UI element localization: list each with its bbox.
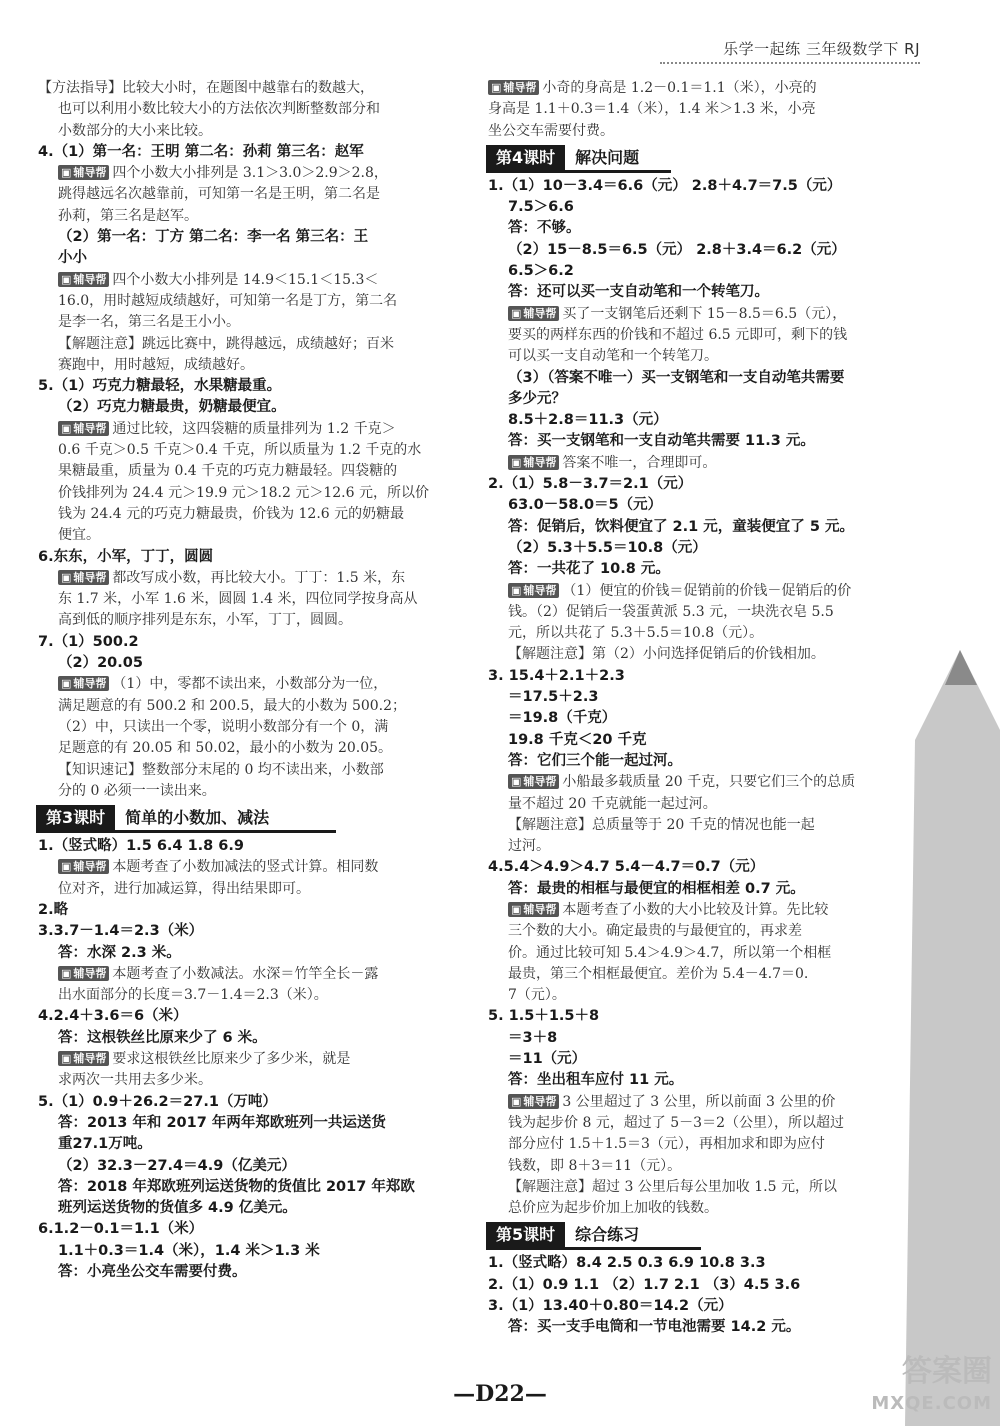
text-line: 分的 0 必须一一读出来。 (58, 782, 216, 799)
answer-line: 答：不够。 (508, 220, 581, 237)
answer-line: 1.（竖式略）1.5 6.4 1.8 6.9 (38, 838, 244, 855)
text-line: 是李一名，第三名是王小小。 (58, 314, 240, 331)
answer-line: （2）15－8.5＝6.5（元） 2.8＋3.4＝6.2（元） (508, 241, 846, 258)
answer-line: 5. 1.5＋1.5＋8 (488, 1008, 600, 1025)
help-badge: ▣ 辅导帮 (58, 421, 109, 436)
answer-line: （2）20.05 (58, 655, 143, 672)
answer-line: ＝17.5＋2.3 (508, 689, 599, 706)
answer-line: （2）5.3＋5.5＝10.8（元） (508, 539, 707, 556)
text-line: 赛跑中，用时越短，成绩越好。 (58, 356, 254, 373)
answer-line: 答：这根铁丝比原来少了 6 米。 (58, 1029, 267, 1046)
text-line: 元，所以共花了 5.3＋5.5＝10.8（元）。 (508, 625, 764, 642)
answer-line: 1.1＋0.3＝1.4（米），1.4 米＞1.3 米 (58, 1242, 320, 1259)
help-badge: ▣ 辅导帮 (488, 80, 539, 95)
answer-line: 重27.1万吨。 (58, 1136, 152, 1153)
text-line: 钱。（2）促销后一袋蛋黄派 5.3 元，一块洗衣皂 5.5 (508, 603, 834, 620)
answer-line: 3. 15.4＋2.1＋2.3 (488, 667, 625, 684)
answer-line: 3.3.7－1.4＝2.3（米） (38, 923, 204, 940)
text-line: 四个小数大小排列是 3.1＞3.0＞2.9＞2.8， (112, 165, 388, 182)
answer-line: 4.（1）第一名：王明 第二名：孙莉 第三名：赵军 (38, 143, 364, 160)
answer-line: 5.（1）巧克力糖最轻，水果糖最重。 (38, 378, 282, 395)
answer-line: 7.5＞6.6 (508, 199, 574, 216)
answer-line: （2）第一名：丁方 第二名：李一名 第三名：王 (58, 229, 369, 246)
answer-line: ＝3＋8 (508, 1029, 558, 1046)
page-number: —D22— (453, 1381, 547, 1407)
answer-line: 答：小亮坐公交车需要付费。 (58, 1264, 247, 1281)
text-line: 【方法指导】比较大小时，在题图中越靠右的数越大， (38, 80, 374, 96)
answer-line: 6.1.2－0.1＝1.1（米） (38, 1221, 204, 1238)
lesson-tag: 第3课时 (36, 805, 115, 830)
text-line: 【解题注意】超过 3 公里后每公里加收 1.5 元，所以 (508, 1178, 837, 1195)
answer-line: 6.东东，小军，丁丁，圆圆 (38, 548, 214, 565)
text-line: 都改写成小数，再比较大小。丁丁：1.5 米，东 (112, 569, 406, 586)
text-line: （2）中，只读出一个零，说明小数部分有一个 0，满 (58, 718, 389, 735)
text-line: 价钱排列为 24.4 元＞19.9 元＞18.2 元＞12.6 元，所以价 (58, 484, 429, 501)
text-line: 身高是 1.1＋0.3＝1.4（米），1.4 米＞1.3 米，小亮 (488, 101, 816, 118)
lesson-heading-5 (486, 1222, 701, 1250)
text-line: 高到低的顺序排列是东东，小军，丁丁，圆圆。 (58, 612, 352, 629)
answer-line: 答：2018 年郑欧班列运送货物的货值比 2017 年郑欧 (58, 1178, 415, 1195)
text-line: 位对齐，进行加减运算，得出结果即可。 (58, 880, 310, 897)
help-badge: ▣ 辅导帮 (508, 774, 559, 789)
help-badge: ▣ 辅导帮 (508, 455, 559, 470)
answer-line: 4.2.4＋3.6＝6（米） (38, 1008, 188, 1025)
text-line: 部分应付 1.5＋1.5＝3（元），再相加求和即为应付 (508, 1136, 825, 1153)
answer-line: 答：2013 年和 2017 年两年郑欧班列一共运送货 (58, 1114, 386, 1131)
lesson-heading-3 (36, 805, 336, 833)
watermark-sub: MXQE.COM (871, 1393, 992, 1414)
right-column (488, 78, 918, 1339)
page-header: 乐学一起练 三年级数学下 RJ (723, 40, 920, 58)
text-line: （1）便宜的价钱＝促销前的价钱－促销后的价 (562, 582, 852, 599)
text-line: 三个数的大小。确定最贵的与最便宜的，再求差 (508, 923, 802, 940)
text-line: （1）中，零都不读出来，小数部分为一位， (112, 676, 388, 693)
text-line: 0.6 千克＞0.5 千克＞0.4 千克，所以质量为 1.2 千克的水 (58, 442, 422, 459)
text-line: 答案不唯一，合理即可。 (562, 454, 717, 471)
text-line: 钱为起步价 8 元，超过了 5－3＝2（公里），所以超过 (508, 1114, 844, 1131)
text-line: 要买的两样东西的价钱和不超过 6.5 元即可，剩下的钱 (508, 326, 848, 343)
text-line: 四个小数大小排列是 14.9＜15.1＜15.3＜ (112, 271, 379, 288)
text-line: 孙莉，第三名是赵军。 (58, 207, 198, 224)
text-line: 量不超过 20 千克就能一起过河。 (508, 795, 717, 812)
text-line: 16.0，用时越短成绩越好，可知第一名是丁方，第二名 (58, 292, 398, 309)
answer-line: 1.（竖式略）8.4 2.5 0.3 6.9 10.8 3.3 (488, 1255, 766, 1272)
answer-line: 2.（1）0.9 1.1 （2）1.7 2.1 （3）4.5 3.6 (488, 1276, 801, 1293)
pencil-illustration (905, 650, 1000, 1426)
answer-line: 答：水深 2.3 米。 (58, 944, 181, 961)
lesson-title: 综合练习 (575, 1225, 640, 1245)
answer-line: 7.（1）500.2 (38, 633, 139, 650)
text-line: 要求这根铁丝比原来少了多少米，就是 (112, 1051, 351, 1068)
answer-line: 19.8 千克＜20 千克 (508, 731, 647, 748)
left-column (38, 78, 468, 1283)
text-line: 东 1.7 米，小军 1.6 米，圆圆 1.4 米，四位同学按身高从 (58, 591, 418, 608)
text-line: 通过比较，这四袋糖的质量排列为 1.2 千克＞ (112, 420, 396, 437)
text-line: 求两次一共用去多少米。 (58, 1072, 212, 1089)
answer-line: 答：一共花了 10.8 元。 (508, 561, 670, 578)
answer-line: 5.（1）0.9＋26.2＝27.1（万吨） (38, 1093, 277, 1110)
lesson-title: 解决问题 (575, 147, 640, 167)
help-badge: ▣ 辅导帮 (58, 859, 109, 874)
text-line: 小数部分的大小来比较。 (58, 122, 212, 139)
text-line: 【解题注意】跳远比赛中，跳得越远，成绩越好；百米 (58, 335, 394, 352)
answer-line: 答：促销后，饮料便宜了 2.1 元，童装便宜了 5 元。 (508, 518, 854, 535)
help-badge: ▣ 辅导帮 (58, 165, 109, 180)
text-line: 7（元）。 (508, 987, 566, 1004)
answer-line: （2）32.3－27.4＝4.9（亿美元） (58, 1157, 296, 1174)
help-badge: ▣ 辅导帮 (58, 272, 109, 287)
text-line: 【解题注意】第（2）小问选择促销后的价钱相加。 (508, 646, 825, 663)
answer-line: ＝19.8（千克） (508, 710, 617, 727)
text-line: 出水面部分的长度＝3.7－1.4＝2.3（米）。 (58, 987, 328, 1004)
answer-line: 2.（1）5.8－3.7＝2.1（元） (488, 476, 693, 493)
help-badge: ▣ 辅导帮 (58, 1051, 109, 1066)
text-line: 小奇的身高是 1.2－0.1＝1.1（米），小亮的 (542, 80, 817, 96)
text-line: 本题考查了小数加减法的竖式计算。相同数 (112, 859, 379, 876)
text-line: 本题考查了小数减法。水深＝竹竿全长－露 (112, 965, 379, 982)
lesson-heading-4 (486, 145, 671, 173)
help-badge: ▣ 辅导帮 (58, 676, 109, 691)
answer-line: 63.0－58.0＝5（元） (508, 497, 663, 514)
lesson-tag: 第5课时 (486, 1222, 565, 1247)
watermark-logo (871, 1356, 992, 1420)
text-line: 小船最多载质量 20 千克，只要它们三个的总质 (562, 774, 856, 791)
lesson-title: 简单的小数加、减法 (125, 808, 270, 828)
text-line: 3 公里超过了 3 公里，所以前面 3 公里的价 (562, 1093, 836, 1110)
answer-line: 答：买一支钢笔和一支自动笔共需要 11.3 元。 (508, 433, 815, 450)
help-badge: ▣ 辅导帮 (58, 570, 109, 585)
answer-line: 答：还可以买一支自动笔和一个转笔刀。 (508, 284, 769, 301)
answer-line: 3.（1）13.40＋0.80＝14.2（元） (488, 1298, 733, 1315)
lesson-tag: 第4课时 (486, 145, 565, 170)
text-line: 本题考查了小数的大小比较及计算。先比较 (562, 901, 829, 918)
header-divider (660, 62, 920, 64)
text-line: 坐公交车需要付费。 (488, 122, 614, 139)
answer-line: 答：买一支手电筒和一节电池需要 14.2 元。 (508, 1319, 801, 1336)
answer-line: 小小 (58, 250, 87, 267)
answer-line: 班列运送货物的货值多 4.9 亿美元。 (58, 1200, 297, 1217)
answer-line: 6.5＞6.2 (508, 263, 574, 280)
help-badge: ▣ 辅导帮 (58, 966, 109, 981)
text-line: 也可以利用小数比较大小的方法依次判断整数部分和 (58, 101, 380, 118)
help-badge: ▣ 辅导帮 (508, 583, 559, 598)
answer-line: 2.略 (38, 901, 69, 918)
text-line: 【知识速记】整数部分末尾的 0 均不读出来，小数部 (58, 761, 384, 778)
text-line: 跳得越远名次越靠前，可知第一名是王明，第二名是 (58, 186, 380, 203)
answer-line: （2）巧克力糖最贵，奶糖最便宜。 (58, 399, 286, 416)
text-line: 买了一支钢笔后还剩下 15－8.5＝6.5（元）， (562, 305, 847, 322)
help-badge: ▣ 辅导帮 (508, 306, 559, 321)
answer-line: 答：坐出租车应付 11 元。 (508, 1072, 684, 1089)
answer-line: 答：最贵的相框与最便宜的相框相差 0.7 元。 (508, 880, 805, 897)
answer-line: 多少元？ (508, 390, 566, 407)
help-badge: ▣ 辅导帮 (508, 902, 559, 917)
answer-line: ＝11（元） (508, 1051, 587, 1068)
text-line: 过河。 (508, 838, 550, 855)
watermark-main: 答案圈 (902, 1354, 992, 1389)
text-line: 价。通过比较可知 5.4＞4.9＞4.7，所以第一个相框 (508, 944, 832, 961)
answer-line: （3）（答案不唯一）买一支钢笔和一支自动笔共需要 (508, 369, 845, 386)
text-line: 便宜。 (58, 527, 100, 544)
text-line: 果糖最重，质量为 0.4 千克的巧克力糖最轻。四袋糖的 (58, 463, 398, 480)
answer-line: 答：它们三个能一起过河。 (508, 752, 682, 769)
text-line: 满足题意的有 500.2 和 200.5，最大的小数为 500.2； (58, 697, 407, 714)
text-line: 钱数，即 8＋3＝11（元）。 (508, 1157, 682, 1174)
text-line: 足题意的有 20.05 和 50.02，最小的小数为 20.05。 (58, 740, 393, 757)
answer-line: 8.5＋2.8＝11.3（元） (508, 412, 668, 429)
help-badge: ▣ 辅导帮 (508, 1094, 559, 1109)
answer-line: 4.5.4＞4.9＞4.7 5.4－4.7＝0.7（元） (488, 859, 765, 876)
text-line: 【解题注意】总质量等于 20 千克的情况也能一起 (508, 816, 815, 833)
text-line: 最贵，第三个相框最便宜。差价为 5.4－4.7＝0. (508, 965, 809, 982)
text-line: 钱为 24.4 元的巧克力糖最贵，价钱为 12.6 元的奶糖最 (58, 505, 405, 522)
answer-line: 1.（1）10－3.4＝6.6（元） 2.8＋4.7＝7.5（元） (488, 177, 842, 194)
text-line: 总价应为起步价加上加收的钱数。 (508, 1200, 718, 1217)
text-line: 可以买一支自动笔和一个转笔刀。 (508, 348, 718, 365)
